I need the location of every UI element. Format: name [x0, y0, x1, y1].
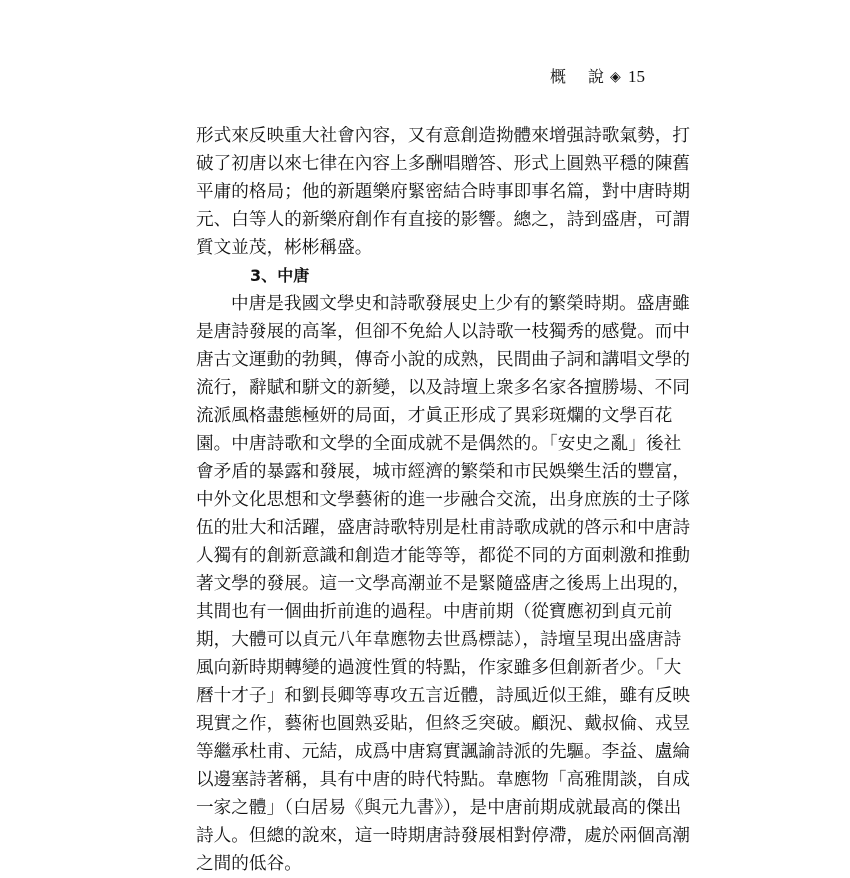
page-number: 15	[628, 67, 645, 86]
text-line: 流行，辭賦和駢文的新變，以及詩壇上衆多名家各擅勝場、不同	[196, 378, 691, 398]
body-text	[196, 122, 691, 878]
text-line: 破了初唐以來七律在內容上多酬唱贈答、形式上圓熟平穩的陳舊	[196, 154, 691, 174]
text-line: 伍的壯大和活躍，盛唐詩歌特別是杜甫詩歌成就的啓示和中唐詩	[196, 518, 691, 538]
text-line: 等繼承杜甫、元結，成爲中唐寫實諷諭詩派的先驅。李益、盧綸	[196, 742, 691, 762]
text-line: 一家之體」（白居易《與元九書》），是中唐前期成就最高的傑出	[196, 798, 682, 818]
text-line: 以邊塞詩著稱，具有中唐的時代特點。韋應物「高雅閒談，自成	[196, 770, 691, 790]
text-line: 是唐詩發展的高峯，但卻不免給人以詩歌一枝獨秀的感覺。而中	[196, 322, 691, 342]
text-line: 流派風格盡態極妍的局面，才眞正形成了異彩斑爛的文學百花	[196, 406, 673, 426]
text-line: 曆十才子」和劉長卿等專攻五言近體，詩風近似王維，雖有反映	[196, 686, 691, 706]
text-line: 形式來反映重大社會內容，又有意創造拗體來增强詩歌氣勢，打	[196, 126, 691, 146]
running-header	[520, 66, 660, 88]
text-line: 現實之作，藝術也圓熟妥貼，但終乏突破。顧況、戴叔倫、戎昱	[196, 714, 691, 734]
text-line: 之間的低谷。	[196, 854, 302, 874]
text-line: 其間也有一個曲折前進的過程。中唐前期（從寶應初到貞元前	[196, 602, 673, 622]
text-line: 元、白等人的新樂府創作有直接的影響。總之，詩到盛唐，可謂	[196, 210, 691, 230]
section-heading: 3、中唐	[250, 266, 310, 285]
text-line: 平庸的格局；他的新題樂府緊密結合時事即事名篇，對中唐時期	[196, 182, 691, 202]
paragraph-first-line: 中唐是我國文學史和詩歌發展史上少有的繁榮時期。盛唐雖	[231, 294, 690, 314]
text-line: 唐古文運動的勃興，傳奇小說的成熟，民間曲子詞和講唱文學的	[196, 350, 691, 370]
text-line: 詩人。但總的說來，這一時期唐詩發展相對停滯，處於兩個高潮	[196, 826, 691, 846]
text-line: 期，大體可以貞元八年韋應物去世爲標誌），詩壇呈現出盛唐詩	[196, 630, 682, 650]
ornament-icon: ◈	[610, 69, 621, 85]
text-line: 著文學的發展。這一文學高潮並不是緊隨盛唐之後馬上出現的，	[196, 574, 691, 594]
text-line: 中外文化思想和文學藝術的進一步融合交流，出身庶族的士子隊	[196, 490, 691, 510]
text-line: 風向新時期轉變的過渡性質的特點，作家雖多但創新者少。「大	[196, 658, 682, 678]
running-header-title-char-2: 說	[588, 67, 605, 86]
text-line: 園。中唐詩歌和文學的全面成就不是偶然的。「安史之亂」後社	[196, 434, 682, 454]
text-line: 人獨有的創新意識和創造才能等等，都從不同的方面刺激和推動	[196, 546, 691, 566]
running-header-title-char-1: 概	[550, 67, 567, 86]
text-line: 質文並茂，彬彬稱盛。	[196, 238, 373, 258]
text-line: 會矛盾的暴露和發展，城市經濟的繁榮和市民娛樂生活的豐富，	[196, 462, 691, 482]
